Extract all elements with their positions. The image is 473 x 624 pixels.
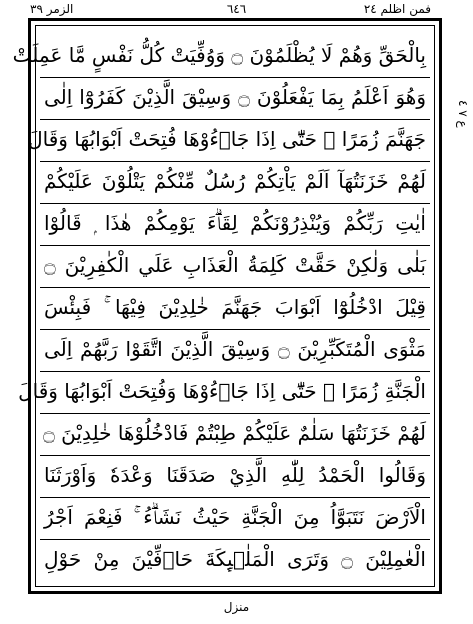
footer-manzil: منزل: [223, 600, 250, 614]
page-frame: [12, 18, 442, 594]
line-rule: [40, 413, 430, 414]
header-surah-name: الزمر ٣٩: [30, 2, 74, 16]
verse-line-2: وَهُوَ اَعْلَمُ بِمَا يَفْعَلُوْنَ ۝ وَسِيْقَ الَّذِيْنَ كَفَرُوْٓا اِلٰى: [44, 85, 426, 109]
verse-line-6: بَلٰى وَلٰكِنْ حَقَّتْ كَلِمَةُ الْعَذَابِ عَلَي الْكٰفِرِيْنَ ۝: [44, 253, 426, 277]
verse-line-1: بِالْحَقِّ وَهُمْ لَا يُظْلَمُوْنَ ۝ وَوُفِّيَتْ كُلُّ نَفْسٍ مَّا عَمِلَتْ: [12, 43, 426, 67]
verse-line-12: الْاَرْضَ نَتَبَوَّاُ مِنَ الْجَنَّةِ حَيْثُ نَشَاۗءُ ۚ فَنِعْمَ اَجْرُ: [44, 505, 426, 529]
line-rule: [40, 455, 430, 456]
line-rule: [40, 119, 430, 120]
line-rule: [40, 329, 430, 330]
verse-line-4: لَهُمْ خَزَنَتُهَآ اَلَمْ يَاْتِكُمْ رُسُلٌ مِّنْكُمْ يَتْلُوْنَ عَلَيْكُمْ: [44, 169, 426, 193]
verse-line-9: الْجَنَّةِ زُمَرًا ۭ حَتّٰٓى اِذَا جَاۗءُوْهَا وَفُتِحَتْ اَبْوَابُهَا وَقَالَ: [18, 379, 426, 403]
verse-line-3: جَهَنَّمَ زُمَرًا ۭ حَتّٰٓى اِذَا جَاۗءُوْهَا فُتِحَتْ اَبْوَابُهَا وَقَالَ: [28, 127, 426, 151]
line-rule: [40, 245, 430, 246]
line-rule: [40, 371, 430, 372]
line-rule: [40, 77, 430, 78]
line-rule: [40, 287, 430, 288]
verse-line-11: وَقَالُوا الْحَمْدُ لِلّٰهِ الَّذِيْ صَدَقَنَا وَعْدَهٗ وَاَوْرَثَنَا: [44, 463, 426, 487]
verse-line-5: اٰيٰتِ رَبِّكُمْ وَيُنْذِرُوْنَكُمْ لِقَاۗءَ يَوْمِكُمْ هٰذَا ۭ قَالُوْا: [44, 211, 426, 235]
page-number: ٦٤٦: [226, 2, 247, 16]
line-rule: [40, 203, 430, 204]
verse-line-10: لَهُمْ خَزَنَتُهَا سَلٰمٌ عَلَيْكُمْ طِبْتُمْ فَادْخُلُوْهَا خٰلِدِيْنَ ۝: [43, 421, 426, 445]
margin-ruku-marker: ع ٧ ٤: [456, 100, 470, 128]
verse-line-8: مَثْوَى الْمُتَكَبِّرِيْنَ ۝ وَسِيْقَ الَّذِيْنَ اتَّقَوْا رَبَّهُمْ اِلَى: [44, 337, 427, 361]
line-rule: [40, 161, 430, 162]
verse-line-13: الْعٰمِلِيْنَ ۝ وَتَرَى الْمَلٰۗىِٕكَةَ حَاۗفِّيْنَ مِنْ حَوْلِ: [44, 547, 426, 571]
line-rule: [40, 539, 430, 540]
header-juz-name: فمن اظلم ٢٤: [363, 2, 431, 16]
line-rule: [40, 497, 430, 498]
verse-line-7: قِيْلَ ادْخُلُوْٓا اَبْوَابَ جَهَنَّمَ خٰلِدِيْنَ فِيْهَا ۚ فَبِئْسَ: [44, 295, 426, 319]
text-area: [12, 25, 435, 587]
